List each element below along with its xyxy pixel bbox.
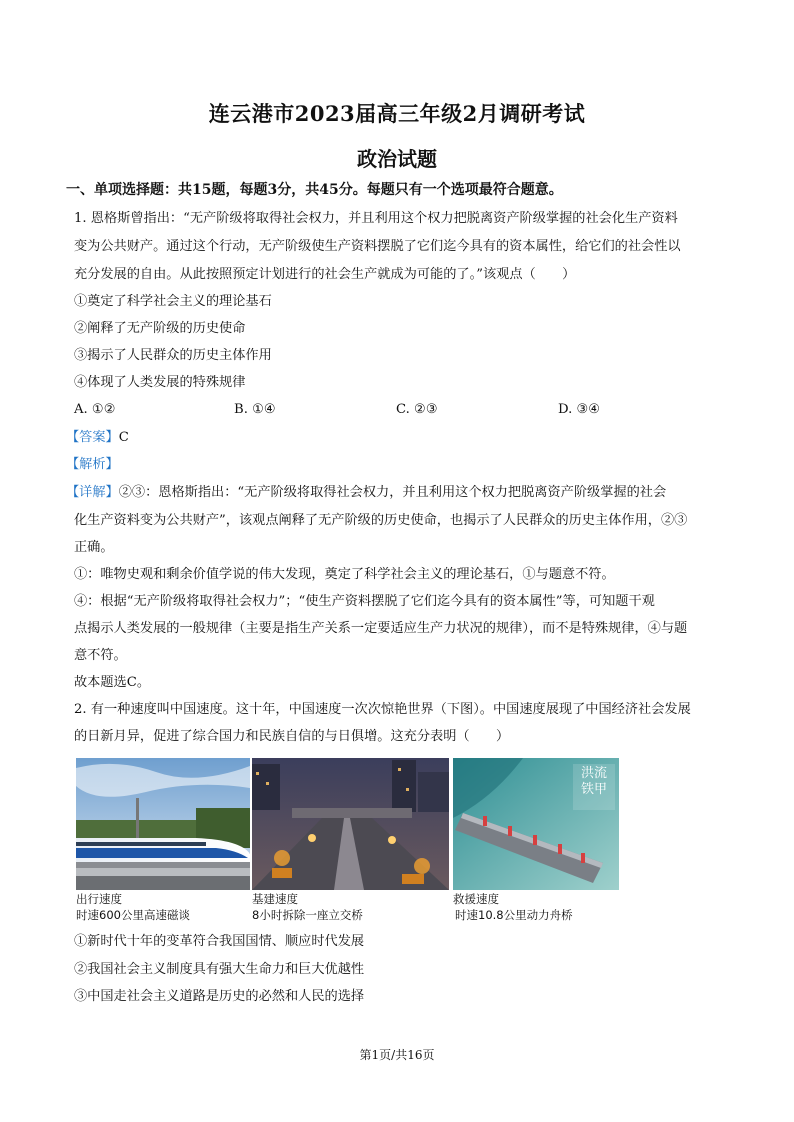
q1-answer bbox=[66, 429, 726, 447]
q1-detail-line: 故本题选C。 bbox=[74, 675, 151, 690]
q1-stem-line: 1. 恩格斯曾指出：“无产阶级将取得社会权力，并且利用这个权力把脱离资产阶级掌握的社会化生产资料 bbox=[74, 211, 678, 226]
photo-caption-text: 时速10.8公里动力舟桥 bbox=[455, 908, 573, 922]
photo-caption-title: 出行速度 bbox=[76, 892, 122, 906]
q2-statement: ①新时代十年的变革符合我国国情、顺应时代发展 bbox=[74, 934, 365, 949]
analysis-tag: 【解析】 bbox=[66, 457, 119, 472]
q1-statement: ④体现了人类发展的特殊规律 bbox=[74, 375, 246, 390]
q2-statement: ②我国社会主义制度具有强大生命力和巨大优越性 bbox=[74, 962, 365, 977]
answer-tag: 【答案】 bbox=[66, 430, 119, 445]
q1-option-d: D. ③④ bbox=[558, 402, 601, 417]
detail-text: ②③：恩格斯指出：“无产阶级将取得社会权力，并且利用这个权力把脱离资产阶级掌握的社会 bbox=[118, 485, 667, 500]
q2-statement: ③中国走社会主义道路是历史的必然和人民的选择 bbox=[74, 989, 365, 1004]
q1-detail-line: 正确。 bbox=[74, 540, 114, 555]
photo-overlay-text: 洪流铁甲 bbox=[581, 766, 608, 797]
q2-stem-line: 的日新月异，促进了综合国力和民族自信的与日俱增。这充分表明（ ） bbox=[74, 729, 510, 744]
photo-caption-title: 基建速度 bbox=[252, 892, 298, 906]
bridge-demolition-photo bbox=[252, 758, 449, 890]
q1-option-c: C. ②③ bbox=[396, 402, 438, 417]
q1-detail-line bbox=[66, 484, 726, 502]
q1-detail-line: ①：唯物史观和剩余价值学说的伟大发现，奠定了科学社会主义的理论基石，①与题意不符。 bbox=[74, 567, 615, 582]
photo-caption-text: 时速600公里高速磁谈 bbox=[76, 908, 190, 922]
maglev-train-photo bbox=[76, 758, 250, 890]
answer-value: C bbox=[118, 430, 129, 445]
q1-stem-line: 充分发展的自由。从此按照预定计划进行的社会生产就成为可能的了。”该观点（ ） bbox=[74, 267, 576, 282]
q1-statement: ①奠定了科学社会主义的理论基石 bbox=[74, 294, 272, 309]
page-footer: 第1页/共16页 bbox=[359, 1048, 435, 1062]
q1-detail-line: 点揭示人类发展的一般规律（主要是指生产关系一定要适应生产力状况的规律），而不是特殊规律，④与题 bbox=[74, 621, 688, 636]
detail-tag: 【详解】 bbox=[66, 485, 119, 500]
q1-detail-line: 意不符。 bbox=[74, 648, 127, 663]
q1-stem-line: 变为公共财产。通过这个行动，无产阶级使生产资料摆脱了它们迄今具有的资本属性，给它们的社会性以 bbox=[74, 239, 681, 254]
q1-detail-line: 化生产资料变为公共财产”，该观点阐释了无产阶级的历史使命，也揭示了人民群众的历史主体作用，②③ bbox=[74, 513, 688, 528]
section-heading: 一、单项选择题：共15题，每题3分，共45分。每题只有一个选项最符合题意。 bbox=[66, 182, 563, 198]
document-title: 连云港市2023届高三年级2月调研考试 bbox=[208, 101, 586, 126]
document-subtitle: 政治试题 bbox=[357, 147, 437, 171]
q1-option-a: A. ①② bbox=[74, 402, 116, 417]
pontoon-bridge-photo bbox=[453, 758, 619, 890]
q1-statement: ②阐释了无产阶级的历史使命 bbox=[74, 321, 246, 336]
q1-detail-line: ④：根据“无产阶级将取得社会权力”；“使生产资料摆脱了它们迄今具有的资本属性”等，可知题干观 bbox=[74, 594, 655, 609]
photo-caption-text: 8小时拆除一座立交桥 bbox=[252, 908, 363, 922]
photo-caption-title: 救援速度 bbox=[453, 892, 499, 906]
q2-stem-line: 2. 有一种速度叫中国速度。这十年，中国速度一次次惊艳世界（下图）。中国速度展现了中国经济社会发展 bbox=[74, 702, 691, 717]
q1-option-b: B. ①④ bbox=[234, 402, 276, 417]
q1-statement: ③揭示了人民群众的历史主体作用 bbox=[74, 348, 272, 363]
